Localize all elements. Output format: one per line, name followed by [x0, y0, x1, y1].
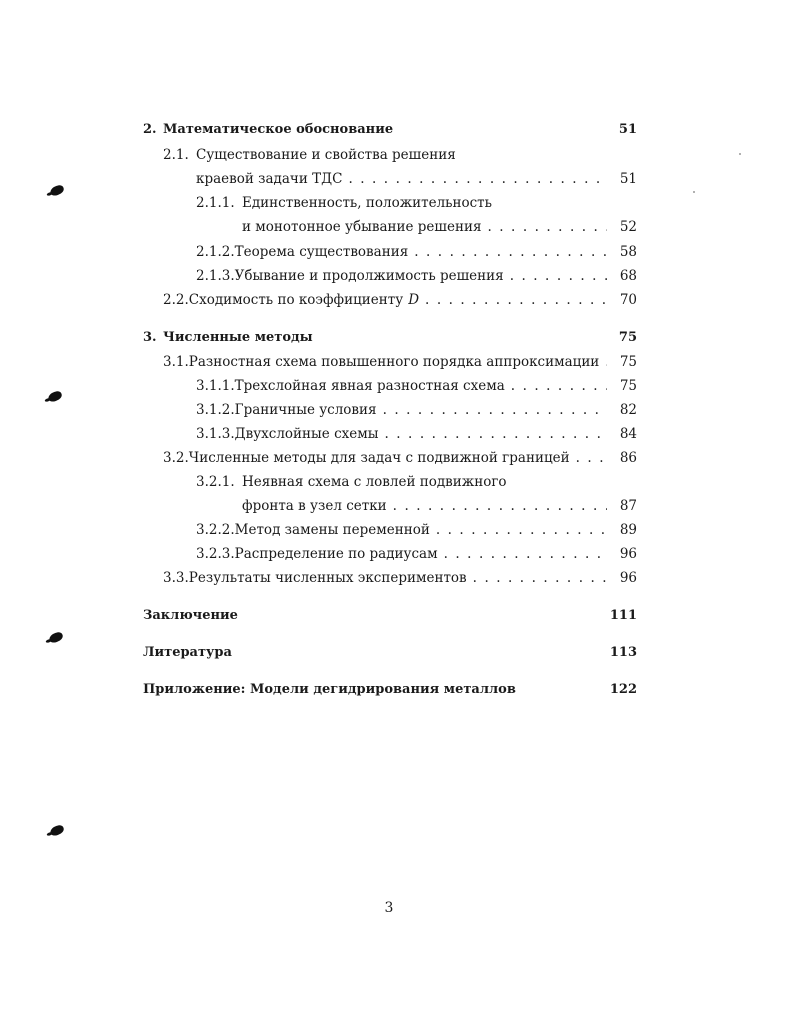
toc-number: 2.	[143, 122, 157, 137]
toc-title: Результаты численных экспериментов	[188, 570, 467, 586]
toc-number: 3.2.3.	[196, 546, 235, 562]
scan-artifact	[48, 631, 64, 644]
toc-leader-dots	[576, 449, 607, 467]
scan-artifact	[693, 191, 695, 193]
toc-number: 2.1.2.	[196, 244, 235, 260]
toc-page-ref: 89	[619, 522, 637, 538]
toc-page-ref: 86	[619, 450, 637, 466]
toc-page-ref: 87	[619, 498, 637, 514]
toc-title: Единственность, положительность	[242, 195, 493, 211]
toc-page-ref: 51	[618, 122, 637, 137]
toc-page-ref: 75	[619, 354, 637, 370]
toc-title: фронта в узел сетки	[242, 498, 387, 514]
toc-number: 3.1.	[163, 354, 189, 370]
toc-title: Математическое обоснование	[163, 122, 394, 137]
toc-title: Разностная схема повышенного порядка аппроксимации	[188, 354, 600, 370]
toc-number: 2.1.1.	[196, 195, 235, 211]
toc-title: Существование и свойства решения	[196, 147, 456, 163]
toc-title: Заключение	[143, 608, 238, 623]
scan-artifact	[49, 824, 65, 837]
toc-appendix[interactable]	[143, 681, 637, 699]
toc-number: 3.3.	[163, 570, 189, 586]
toc-title: Численные методы для задач с подвижной границей	[188, 450, 570, 466]
toc-subsection-3-2-2[interactable]	[196, 521, 637, 539]
toc-title: Распределение по радиусам	[234, 546, 438, 562]
toc-number: 3.1.1.	[196, 378, 235, 394]
toc-subsection-3-2-1[interactable]	[196, 473, 637, 491]
toc-leader-dots	[444, 545, 607, 563]
toc-leader-dots	[436, 521, 607, 539]
toc-title: Приложение: Модели дегидрирования металлов	[143, 682, 516, 697]
toc-number: 3.	[143, 330, 157, 345]
toc-leader-dots	[414, 243, 607, 261]
toc-page-ref: 68	[619, 268, 637, 284]
toc-title: Двухслойные схемы	[234, 426, 379, 442]
toc-section-2-1[interactable]	[163, 146, 637, 164]
toc-number: 3.1.2.	[196, 402, 235, 418]
toc-leader-dots	[473, 569, 607, 587]
toc-page-ref: 82	[619, 402, 637, 418]
toc-title: Теорема существования	[234, 244, 409, 260]
toc-math-variable: D	[408, 292, 420, 308]
toc-leader-dots	[384, 425, 607, 443]
toc-page-ref: 58	[619, 244, 637, 260]
toc-chapter-2[interactable]	[143, 121, 637, 139]
scan-artifact	[47, 390, 63, 403]
toc-page-ref: 51	[619, 171, 637, 187]
toc-subsection-3-1-2[interactable]	[196, 401, 637, 419]
toc-leader-dots	[348, 170, 607, 188]
toc-title: Метод замены переменной	[234, 522, 430, 538]
toc-leader-dots	[425, 291, 607, 309]
toc-title: Неявная схема с ловлей подвижного	[242, 474, 507, 490]
toc-page-ref: 113	[609, 645, 637, 660]
toc-section-3-1[interactable]	[163, 353, 637, 371]
toc-section-2-2[interactable]	[163, 291, 637, 309]
toc-number: 2.1.3.	[196, 268, 235, 284]
page-number: 3	[384, 900, 394, 916]
toc-section-3-3[interactable]	[163, 569, 637, 587]
toc-leader-dots	[383, 401, 607, 419]
toc-subsection-2-1-1-continued[interactable]	[242, 218, 637, 236]
scan-artifact	[739, 153, 741, 155]
toc-subsection-2-1-3[interactable]	[196, 267, 637, 285]
toc-section-3-2[interactable]	[163, 449, 637, 467]
toc-title: краевой задачи ТДС	[196, 171, 343, 187]
toc-number: 3.2.1.	[196, 474, 235, 490]
toc-page-ref: 70	[619, 292, 637, 308]
toc-title: Убывание и продолжимость решения	[234, 268, 504, 284]
toc-subsection-3-2-1-continued[interactable]	[242, 497, 637, 515]
toc-page-ref: 84	[619, 426, 637, 442]
toc-leader-dots	[510, 267, 607, 285]
toc-conclusion[interactable]	[143, 607, 637, 625]
toc-subsection-2-1-2[interactable]	[196, 243, 637, 261]
toc-title: Трехслойная явная разностная схема	[234, 378, 505, 394]
toc-leader-dots	[487, 218, 607, 236]
toc-subsection-3-1-3[interactable]	[196, 425, 637, 443]
toc-leader-dots	[511, 377, 607, 395]
toc-title: Сходимость по коэффициенту	[188, 292, 404, 308]
toc-title: и монотонное убывание решения	[242, 219, 482, 235]
toc-page-ref: 75	[619, 378, 637, 394]
scan-artifact	[49, 184, 65, 197]
toc-subsection-2-1-1[interactable]	[196, 194, 637, 212]
toc-literature[interactable]	[143, 644, 637, 662]
toc-section-2-1-continued[interactable]	[196, 170, 637, 188]
toc-chapter-3[interactable]	[143, 329, 637, 347]
toc-leader-dots	[393, 497, 607, 515]
toc-page-ref: 96	[619, 546, 637, 562]
toc-leader-dots	[605, 353, 607, 371]
toc-number: 2.1.	[163, 147, 189, 163]
toc-page-ref: 96	[619, 570, 637, 586]
toc-title: Граничные условия	[234, 402, 377, 418]
toc-subsection-3-1-1[interactable]	[196, 377, 637, 395]
toc-title: Литература	[143, 645, 232, 660]
toc-number: 2.2.	[163, 292, 189, 308]
toc-number: 3.1.3.	[196, 426, 235, 442]
toc-number: 3.2.	[163, 450, 189, 466]
toc-page-ref: 111	[609, 608, 637, 623]
toc-subsection-3-2-3[interactable]	[196, 545, 637, 563]
toc-page-ref: 75	[618, 330, 637, 345]
toc-page-ref: 122	[609, 682, 637, 697]
toc-number: 3.2.2.	[196, 522, 235, 538]
toc-title: Численные методы	[163, 330, 313, 345]
toc-page-ref: 52	[619, 219, 637, 235]
